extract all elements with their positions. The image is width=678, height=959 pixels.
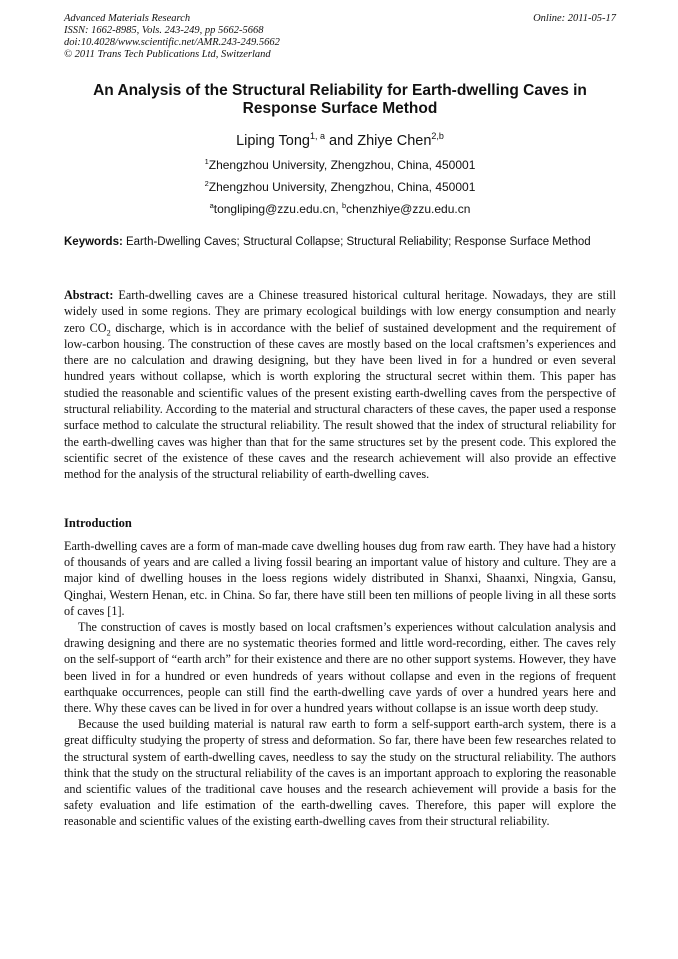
keywords-label: Keywords: [64, 236, 123, 248]
affiliation [64, 180, 616, 194]
abstract-block [64, 287, 616, 483]
running-header [64, 13, 616, 61]
copyright-line: © 2011 Trans Tech Publications Ltd, Switzerland [64, 49, 271, 60]
affiliation-text: Zhengzhou University, Zhengzhou, China, 450001 [208, 180, 476, 194]
abstract-label: Abstract: [64, 288, 114, 302]
email-address[interactable]: chenzhiye@zzu.edu.cn [346, 202, 471, 216]
author-name: Zhiye Chen [357, 133, 432, 149]
body-paragraph: Earth-dwelling caves are a form of man-made cave dwelling houses dug from raw earth. They have had a history of thousands of years and are called a living fossil bearing an important value of history and culture. They are a major kind of dwelling houses in the loess regions widely distributed in Shanxi, Shaanxi, Ningxia, Gansu, Qinghai, Western Henan, etc. in China. So far, there have still been ten millions of people living in all these sorts of caves [1]. [64, 539, 616, 618]
body-paragraph: Because the used building material is natural raw earth to form a self-support earth-arch system, there is a great difficulty studying the property of stress and deformation. So far, there have been few researches related to the structural system of earth-dwelling caves, needless to say the study on the structural reliability. The authors think that the study on the structural reliability of the caves is an important approach to exploring the reasonable and scientific values of the traditional cave houses and the research achievement will provide a basis for the safety evaluation and life estimation of the earth-dwelling caves. Therefore, this paper will explore the reasonable and scientific values of the existing earth-dwelling caves from their structural reliability. [64, 717, 616, 829]
abstract-text: discharge, which is in accordance with the belief of sustained development and the requirement of low-carbon housing. The construction of these caves are mostly based on the local craftsmen’s experiences and there are no calculation and drawing designing, but they have been lived in for a hundred or even several hundred years without collapse, which is worth exploring the structural secret within them. This paper has studied the reasonable and scientific values of the present existing earth-dwelling caves from the perspective of structural reliability. According to the material and structural characters of these caves, the paper used a response surface method to calculate the structural reliability. The result showed that the index of structural reliability for the earth-dwelling caves was higher than that for the same structures set by the present code. This explored the scientific secret of the existence of these caves and the research achievement will also provide an effective method for the analysis of the structural reliability of earth-dwelling caves. [64, 320, 616, 482]
co2-subscript: 2 [106, 327, 111, 338]
author-name: Liping Tong [236, 133, 310, 149]
affiliation-superscript: 1 [204, 157, 209, 166]
journal-name: Advanced Materials Research [64, 13, 191, 24]
section-heading: Introduction [64, 516, 132, 530]
affiliation-superscript: 2 [204, 179, 209, 188]
affiliation [64, 158, 616, 172]
doi-line: doi:10.4028/www.scientific.net/AMR.243-249.5662 [64, 37, 280, 48]
email-line [64, 202, 616, 216]
abstract-text: Earth-dwelling caves are a Chinese treasured historical cultural heritage. Nowadays, they are still widely used in some regions. They are primary ecological buildings with low energy consumption and nearly zero CO [64, 288, 616, 335]
email-superscript: b [342, 201, 347, 210]
introduction-body [64, 538, 616, 830]
keywords-text: Earth-Dwelling Caves; Structural Collapse; Structural Reliability; Response Surface Method [122, 236, 591, 248]
author-line [64, 132, 616, 150]
online-date: Online: 2011-05-17 [533, 13, 616, 24]
author-conjunction: and [325, 133, 358, 149]
email-superscript: a [209, 201, 214, 210]
author-superscript: 2,b [431, 131, 444, 142]
email-address[interactable]: tongliping@zzu.edu.cn, [213, 202, 342, 216]
body-paragraph: The construction of caves is mostly based on local craftsmen’s experiences without calculation analysis and drawing designing and there are no systematic theories formed and little word-recording, either. The caves rely on the self-support of “earth arch” for their existence and there are no other support systems. However, they have been lived in for a hundred or even hundreds of years without collapse and even in the regions of frequent earthquake occurrences, people can still find the earth-dwelling cave yards of over a hundred years here and there. Why these caves can be lived in for over a hundred years without collapse is an issue worth deep study. [64, 620, 616, 716]
author-superscript: 1, a [310, 131, 325, 142]
keywords-block [64, 235, 616, 250]
issn-line: ISSN: 1662-8985, Vols. 243-249, pp 5662-5668 [64, 25, 264, 36]
paper-title: An Analysis of the Structural Reliability for Earth-dwelling Caves in Response Surface Method [93, 82, 587, 117]
affiliation-text: Zhengzhou University, Zhengzhou, China, 450001 [208, 158, 476, 172]
